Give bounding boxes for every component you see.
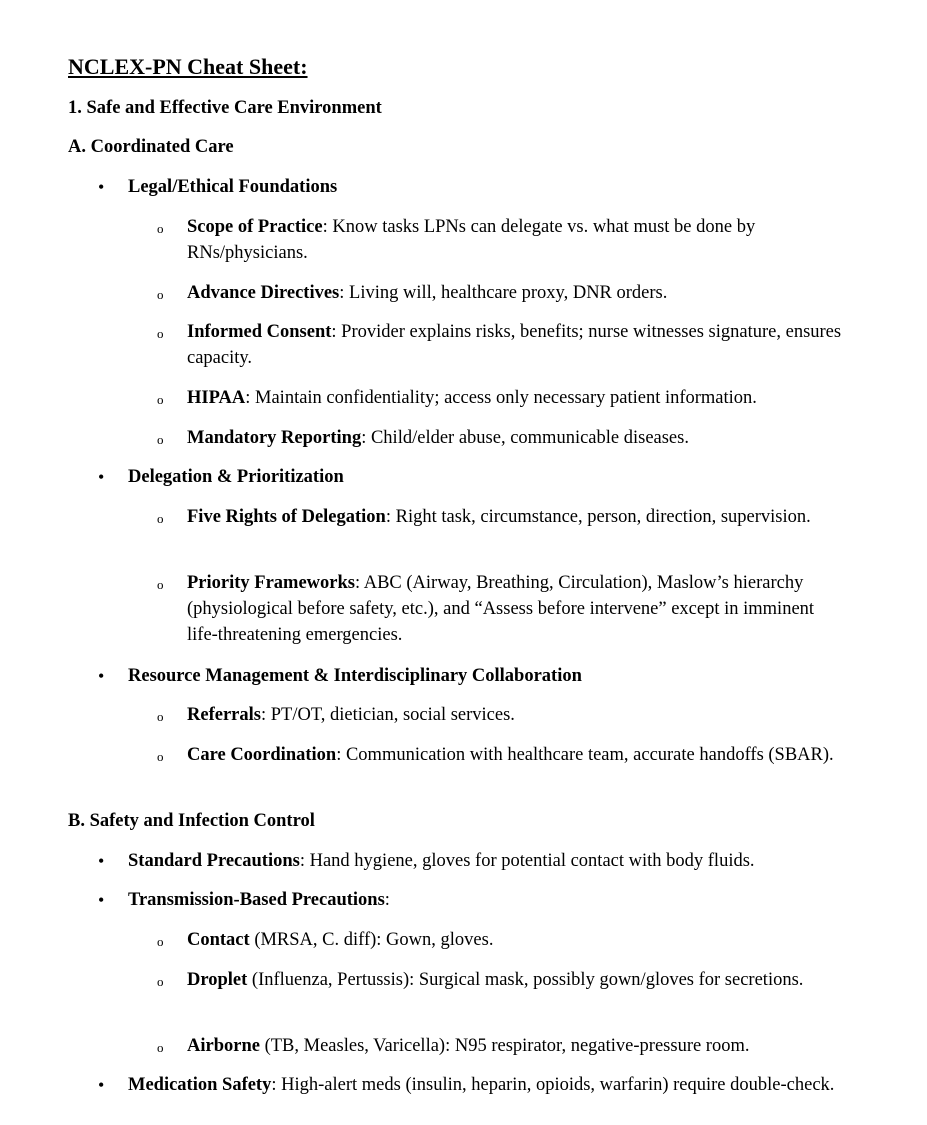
- description: : Living will, healthcare proxy, DNR orders.: [339, 283, 668, 303]
- term: Scope of Practice: [187, 217, 323, 237]
- circle-marker: o: [157, 1040, 164, 1055]
- circle-marker: o: [157, 749, 164, 764]
- section-heading-1: 1. Safe and Effective Care Environment: [68, 98, 382, 118]
- description: : Provider explains risks, benefits; nurse witnesses signature, ensures capacity.: [187, 322, 842, 368]
- list-item-scope-of-practice: [157, 214, 847, 266]
- subsection-heading-b: B. Safety and Infection Control: [68, 811, 315, 831]
- circle-marker: o: [157, 221, 164, 236]
- list-item-hipaa: [157, 385, 847, 411]
- bullet-marker: •: [98, 1075, 105, 1095]
- list-item-airborne: [157, 1033, 847, 1059]
- list-item-care-coordination: [157, 742, 847, 768]
- term: Standard Precautions: [128, 851, 300, 871]
- description: : High-alert meds (insulin, heparin, opioids, warfarin) require double-check.: [271, 1075, 835, 1095]
- description: (TB, Measles, Varicella): N95 respirator, negative-pressure room.: [259, 1036, 750, 1056]
- term: Mandatory Reporting: [187, 428, 362, 448]
- bullet-transmission-precautions: [98, 887, 858, 913]
- description: : Child/elder abuse, communicable diseases.: [361, 428, 689, 448]
- bullet-resource-management: [98, 663, 858, 689]
- bullet-marker: •: [98, 851, 105, 871]
- subsection-heading-a: A. Coordinated Care: [68, 137, 234, 157]
- term: Care Coordination: [187, 745, 337, 765]
- bullet-heading: Resource Management & Interdisciplinary Collaboration: [128, 666, 582, 686]
- bullet-marker: •: [98, 467, 105, 487]
- description: : Hand hygiene, gloves for potential contact with body fluids.: [299, 851, 755, 871]
- description: : Maintain confidentiality; access only necessary patient information.: [245, 388, 757, 408]
- circle-marker: o: [157, 709, 164, 724]
- list-item-mandatory-reporting: [157, 425, 847, 451]
- bullet-marker: •: [98, 666, 105, 686]
- circle-marker: o: [157, 392, 164, 407]
- list-item-droplet: [157, 967, 847, 993]
- list-item-contact: [157, 927, 847, 953]
- bullet-marker: •: [98, 890, 105, 910]
- bullet-legal-ethical: [98, 174, 858, 200]
- circle-marker: o: [157, 511, 164, 526]
- description: (MRSA, C. diff): Gown, gloves.: [249, 930, 494, 950]
- description: : ABC (Airway, Breathing, Circulation), Maslow’s hierarchy (physiological before safety, etc.), and “Assess before intervene” except in imminent life-threatening emergencies.: [187, 573, 815, 645]
- description: : PT/OT, dietician, social services.: [260, 705, 515, 725]
- circle-marker: o: [157, 432, 164, 447]
- description: : Know tasks LPNs can delegate vs. what must be done by RNs/physicians.: [187, 217, 756, 263]
- term: Medication Safety: [128, 1075, 272, 1095]
- description: : Communication with healthcare team, accurate handoffs (SBAR).: [336, 745, 834, 765]
- description: :: [384, 890, 390, 910]
- term: Advance Directives: [187, 283, 340, 303]
- term: HIPAA: [187, 388, 246, 408]
- bullet-medication-safety: [98, 1072, 843, 1098]
- bullet-standard-precautions: [98, 848, 858, 874]
- list-item-five-rights: [157, 504, 847, 530]
- term: Five Rights of Delegation: [187, 507, 386, 527]
- description: : Right task, circumstance, person, direction, supervision.: [385, 507, 811, 527]
- circle-marker: o: [157, 326, 164, 341]
- bullet-delegation-prioritization: [98, 464, 858, 490]
- list-item-informed-consent: [157, 319, 847, 371]
- list-item-advance-directives: [157, 280, 847, 306]
- term: Referrals: [187, 705, 261, 725]
- page-title: NCLEX-PN Cheat Sheet:: [68, 54, 308, 79]
- bullet-heading: Legal/Ethical Foundations: [128, 177, 338, 197]
- list-item-referrals: [157, 702, 847, 728]
- term: Informed Consent: [187, 322, 332, 342]
- circle-marker: o: [157, 934, 164, 949]
- circle-marker: o: [157, 287, 164, 302]
- term: Transmission-Based Precautions: [128, 890, 385, 910]
- bullet-heading: Delegation & Prioritization: [128, 467, 344, 487]
- description: (Influenza, Pertussis): Surgical mask, possibly gown/gloves for secretions.: [247, 970, 804, 990]
- term: Airborne: [187, 1036, 260, 1056]
- term: Droplet: [187, 970, 248, 990]
- circle-marker: o: [157, 577, 164, 592]
- circle-marker: o: [157, 974, 164, 989]
- term: Priority Frameworks: [187, 573, 355, 593]
- bullet-marker: •: [98, 177, 105, 197]
- term: Contact: [187, 930, 250, 950]
- list-item-priority-frameworks: [157, 570, 847, 648]
